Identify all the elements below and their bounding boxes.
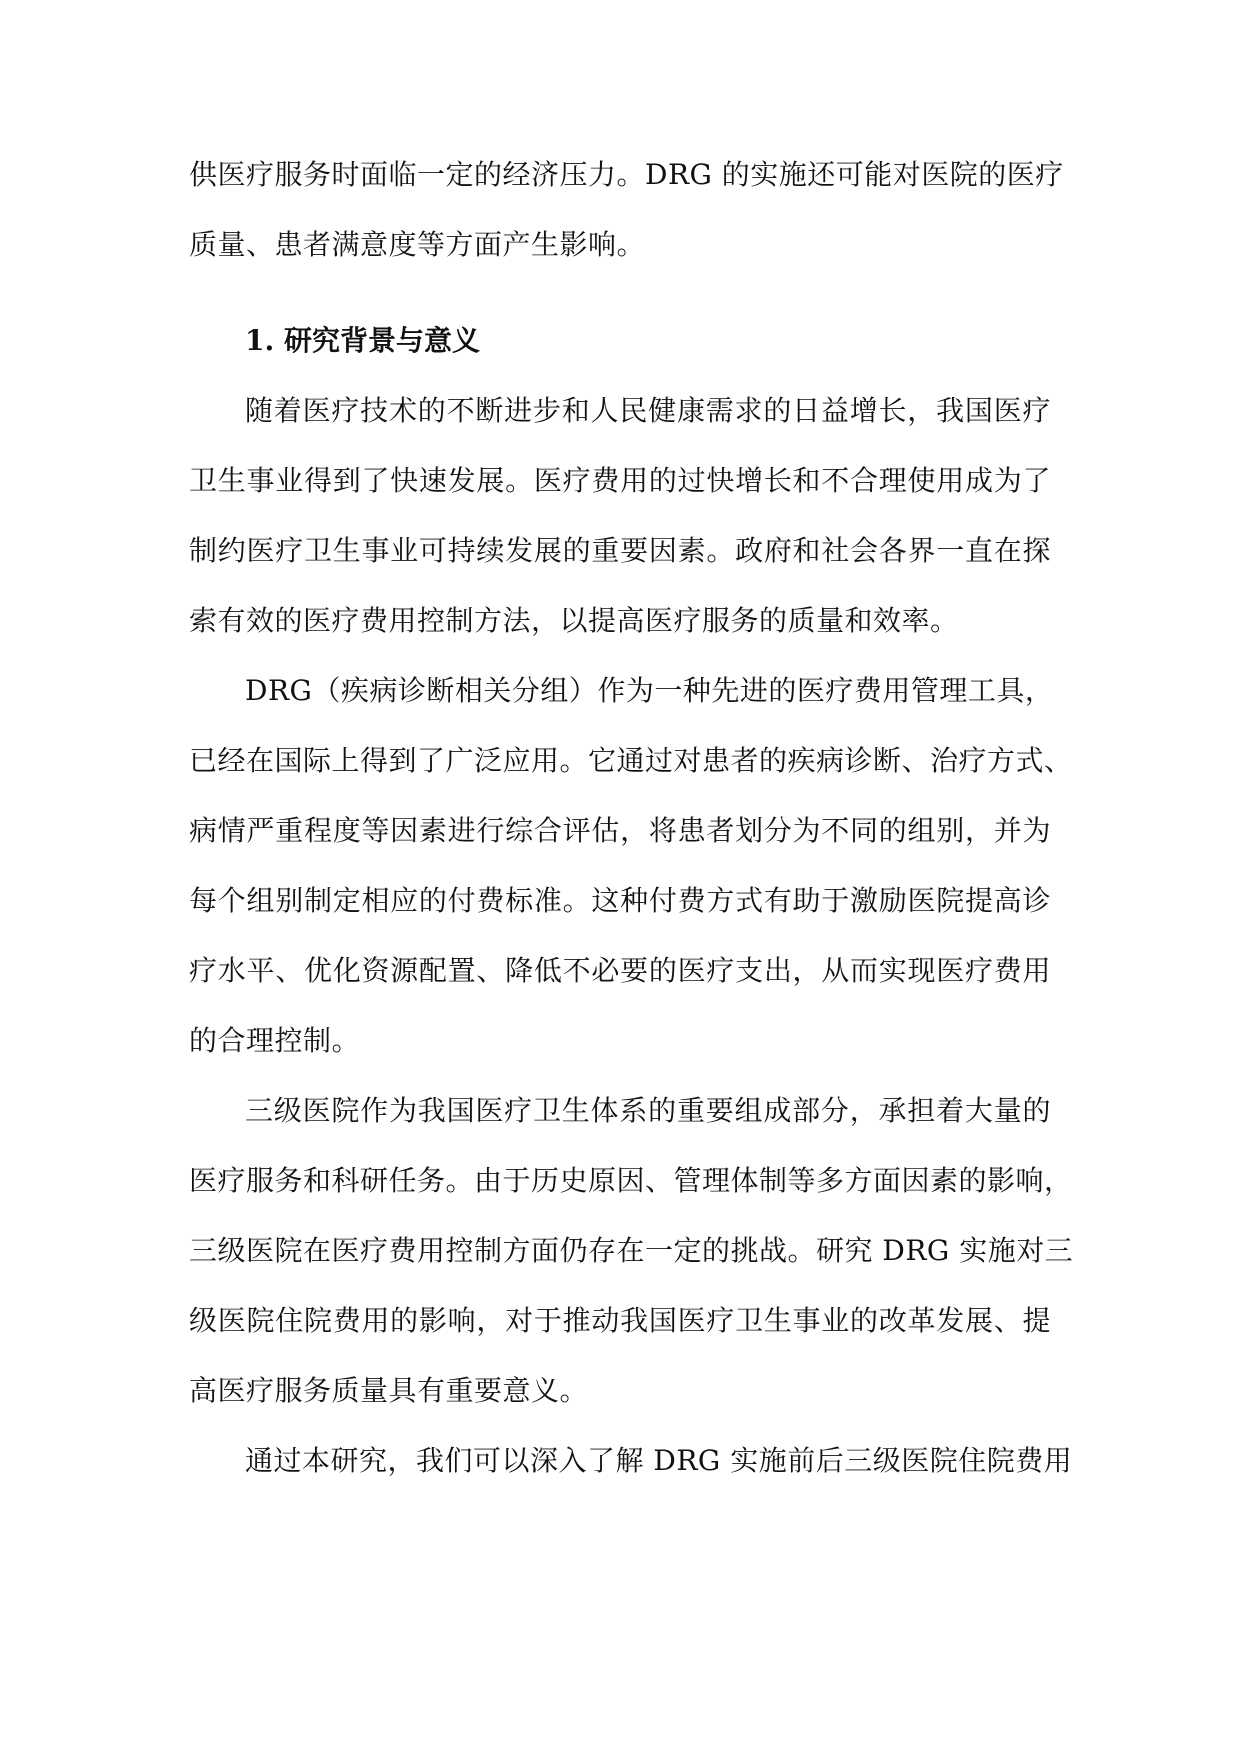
paragraph [189,1076,1074,1426]
text-line: 已经在国际上得到了广泛应用。它通过对患者的疾病诊断、治疗方式、 [189,744,1073,777]
paragraph [189,656,1073,1076]
text-line: DRG（疾病诊断相关分组）作为一种先进的医疗费用管理工具， [245,674,1054,707]
text-line: 每个组别制定相应的付费标准。这种付费方式有助于激励医院提高诊 [189,884,1051,917]
text-line: 索有效的医疗费用控制方法，以提高医疗服务的质量和效率。 [189,604,959,637]
text-line: 医疗服务和科研任务。由于历史原因、管理体制等多方面因素的影响， [189,1164,1073,1197]
paragraph [189,1426,1073,1496]
text-line: 供医疗服务时面临一定的经济压力。DRG 的实施还可能对医院的医疗 [189,158,1064,191]
document-body [189,140,1074,1496]
text-line: 三级医院在医疗费用控制方面仍存在一定的挑战。研究 DRG 实施对三 [189,1234,1074,1267]
paragraph-continuation [189,140,1064,280]
paragraph [189,376,1051,656]
text-line: 通过本研究，我们可以深入了解 DRG 实施前后三级医院住院费用 [245,1444,1073,1477]
text-line: 的合理控制。 [189,1024,361,1057]
text-line: 病情严重程度等因素进行综合评估，将患者划分为不同的组别，并为 [189,814,1051,847]
text-line: 高医疗服务质量具有重要意义。 [189,1374,589,1407]
text-line: 卫生事业得到了快速发展。医疗费用的过快增长和不合理使用成为了 [189,464,1051,497]
text-line: 三级医院作为我国医疗卫生体系的重要组成部分，承担着大量的 [245,1094,1051,1127]
text-line: 制约医疗卫生事业可持续发展的重要因素。政府和社会各界一直在探 [189,534,1051,567]
section-heading: 1. 研究背景与意义 [245,324,480,357]
text-line: 疗水平、优化资源配置、降低不必要的医疗支出，从而实现医疗费用 [189,954,1051,987]
text-line: 随着医疗技术的不断进步和人民健康需求的日益增长，我国医疗 [245,394,1051,427]
text-line: 质量、患者满意度等方面产生影响。 [189,228,646,261]
text-line: 级医院住院费用的影响，对于推动我国医疗卫生事业的改革发展、提 [189,1304,1051,1337]
